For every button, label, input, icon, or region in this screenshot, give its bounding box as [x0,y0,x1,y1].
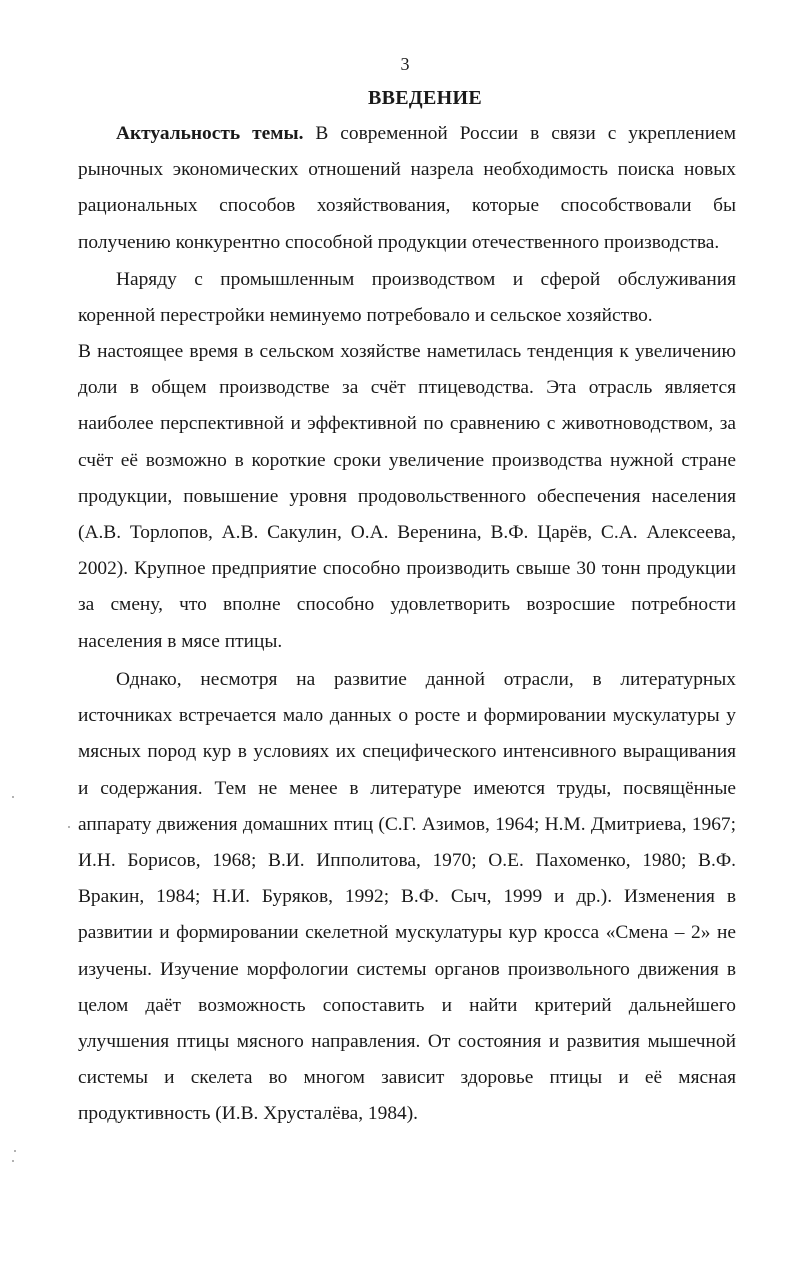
paragraph-lead: Актуальность темы. [116,123,304,144]
scan-speck [12,796,14,798]
paragraph-relevance [78,116,736,261]
paragraph-research: Однако, несмотря на развитие данной отрасли, в литературных источниках встречается мало данных о росте и формировании мускулатуры у мясных пород кур в условиях их специфического интенсивного выращивания и содержания. Тем не менее в литературе имеются труды, посвящённые аппарату движения домашних птиц (С.Г. Азимов, 1964; Н.М. Дмитриева, 1967; И.Н. Борисов, 1968; В.И. Ипполитова, 1970; О.Е. Пахоменко, 1980; В.Ф. Вракин, 1984; Н.И. Буряков, 1992; В.Ф. Сыч, 1999 и др.). Изменения в развитии и формировании скелетной мускулатуры кур кросса «Смена – 2» не изучены. Изучение морфологии системы органов произвольного движения в целом даёт возможность сопоставить и найти критерий дальнейшего улучшения птицы мясного направления. От состояния и развития мышечной системы и скелета во многом зависит здоровье птицы и её мясная продуктивность (И.В. Хрусталёва, 1984). [78,669,736,1125]
paragraph-poultry: В настоящее время в сельском хозяйстве наметилась тенденция к увеличению доли в общем производстве за счёт птицеводства. Эта отрасль является наиболее перспективной и эффективной по сравнению с животноводством, за счёт её возможно в короткие сроки увеличение производства нужной стране продукции, повышение уровня продовольственного обеспечения населения (А.В. Торлопов, А.В. Сакулин, О.А. Веренина, В.Ф. Царёв, С.А. Алексеева, 2002). Крупное предприятие способно производить свыше 30 тонн продукции за смену, что вполне способно удовлетворить возросшие потребности населения в мясе птицы. [78,341,736,652]
paragraph-text: В современной России в связи с укреплением рыночных экономических отношений назрела необходимость поиска новых рациональных способов хозяйствования, которые способствовали бы получению конкурентно способной продукции отечественного производства. [78,123,736,253]
scan-speck [14,1150,16,1152]
section-heading: ВВЕДЕНИЕ [368,87,482,109]
paragraph-industry: Наряду с промышленным производством и сферой обслуживания коренной перестройки неминуемо потребовало и сельское хозяйство. [78,269,736,327]
page-number: 3 [400,54,410,74]
scan-speck [12,1160,14,1162]
scan-speck [68,826,70,828]
